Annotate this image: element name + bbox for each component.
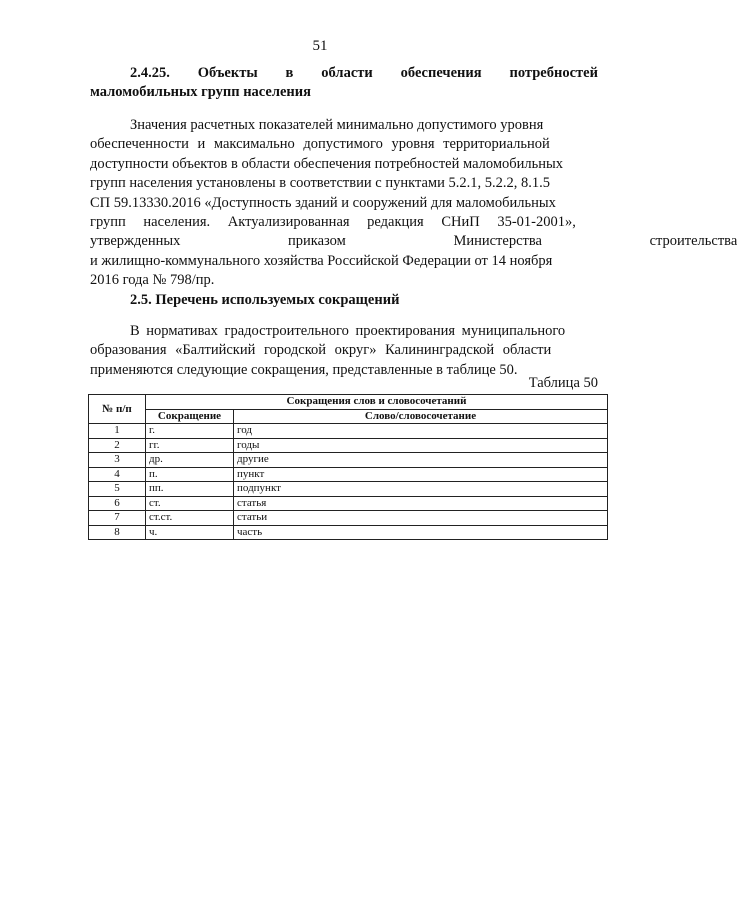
text-line: В нормативах градостроительного проектирования муниципального: [130, 323, 566, 339]
page-number: 51: [312, 38, 328, 54]
row-abbreviation: ст.ст.: [146, 511, 234, 526]
row-number: 1: [89, 424, 146, 439]
row-abbreviation: ст.: [146, 496, 234, 511]
text-line: обеспеченности и максимально допустимого уровня территориальной: [90, 136, 550, 153]
row-word: статья: [234, 496, 608, 511]
row-word: другие: [234, 453, 608, 468]
row-word: годы: [234, 438, 608, 453]
heading-word: Объекты: [197, 65, 258, 81]
header-abbreviation: Сокращение: [146, 409, 234, 424]
text-line: доступности объектов в области обеспечения потребностей маломобильных: [90, 155, 564, 172]
text-line: групп населения установлены в соответствии с пунктами 5.2.1, 5.2.2, 8.1.5: [90, 175, 550, 192]
text-line: 2016 года № 798/пр.: [90, 272, 215, 289]
row-number: 6: [89, 496, 146, 511]
text-line: применяются следующие сокращения, представленные в таблице 50.: [90, 361, 518, 378]
table-row: [89, 467, 608, 482]
text-line: Значения расчетных показателей минимально допустимого уровня: [130, 117, 544, 133]
row-word: пункт: [234, 467, 608, 482]
heading-word: потребностей: [509, 65, 598, 81]
heading-word: обеспечения: [400, 65, 482, 81]
section-heading-2-5: 2.5. Перечень используемых сокращений: [130, 292, 400, 308]
header-group: Сокращения слов и словосочетаний: [146, 395, 608, 410]
header-number: № п/п: [89, 395, 146, 424]
row-abbreviation: пп.: [146, 482, 234, 497]
text-line: СП 59.13330.2016 «Доступность зданий и сооружений для маломобильных: [90, 194, 556, 211]
row-abbreviation: ч.: [146, 525, 234, 540]
heading-line-1: [90, 64, 598, 83]
heading-word: области: [321, 65, 373, 81]
row-abbreviation: п.: [146, 467, 234, 482]
text-line: групп населения. Актуализированная редакция СНиП 35-01-2001»,: [90, 214, 576, 231]
row-number: 5: [89, 482, 146, 497]
table-row: [89, 453, 608, 468]
row-abbreviation: др.: [146, 453, 234, 468]
row-abbreviation: г.: [146, 424, 234, 439]
table-row: [89, 496, 608, 511]
heading-line-2: маломобильных групп населения: [90, 84, 311, 100]
table-row: [89, 424, 608, 439]
header-word: Слово/словосочетание: [234, 409, 608, 424]
row-word: статьи: [234, 511, 608, 526]
row-word: год: [234, 424, 608, 439]
section-heading-2-4-25: [90, 64, 598, 102]
abbreviations-table: [88, 394, 608, 540]
text-line: образования «Балтийский городской округ» Калининградской области: [90, 342, 552, 359]
row-number: 8: [89, 525, 146, 540]
row-abbreviation: гг.: [146, 438, 234, 453]
heading-word: 2.4.25.: [130, 65, 170, 81]
text-line: утвержденных приказом Министерства строительства: [90, 233, 737, 250]
row-word: подпункт: [234, 482, 608, 497]
paragraph-mobility-standards: [90, 116, 737, 291]
heading-word: в: [285, 65, 294, 81]
row-number: 4: [89, 467, 146, 482]
table-row: [89, 438, 608, 453]
table-row: [89, 511, 608, 526]
row-number: 3: [89, 453, 146, 468]
paragraph-abbreviations-intro: [90, 322, 598, 380]
row-word: часть: [234, 525, 608, 540]
text-line: и жилищно-коммунального хозяйства Российской Федерации от 14 ноября: [90, 252, 553, 269]
table-row: [89, 525, 608, 540]
table-row: [89, 482, 608, 497]
row-number: 2: [89, 438, 146, 453]
table-caption: Таблица 50: [528, 375, 598, 391]
row-number: 7: [89, 511, 146, 526]
